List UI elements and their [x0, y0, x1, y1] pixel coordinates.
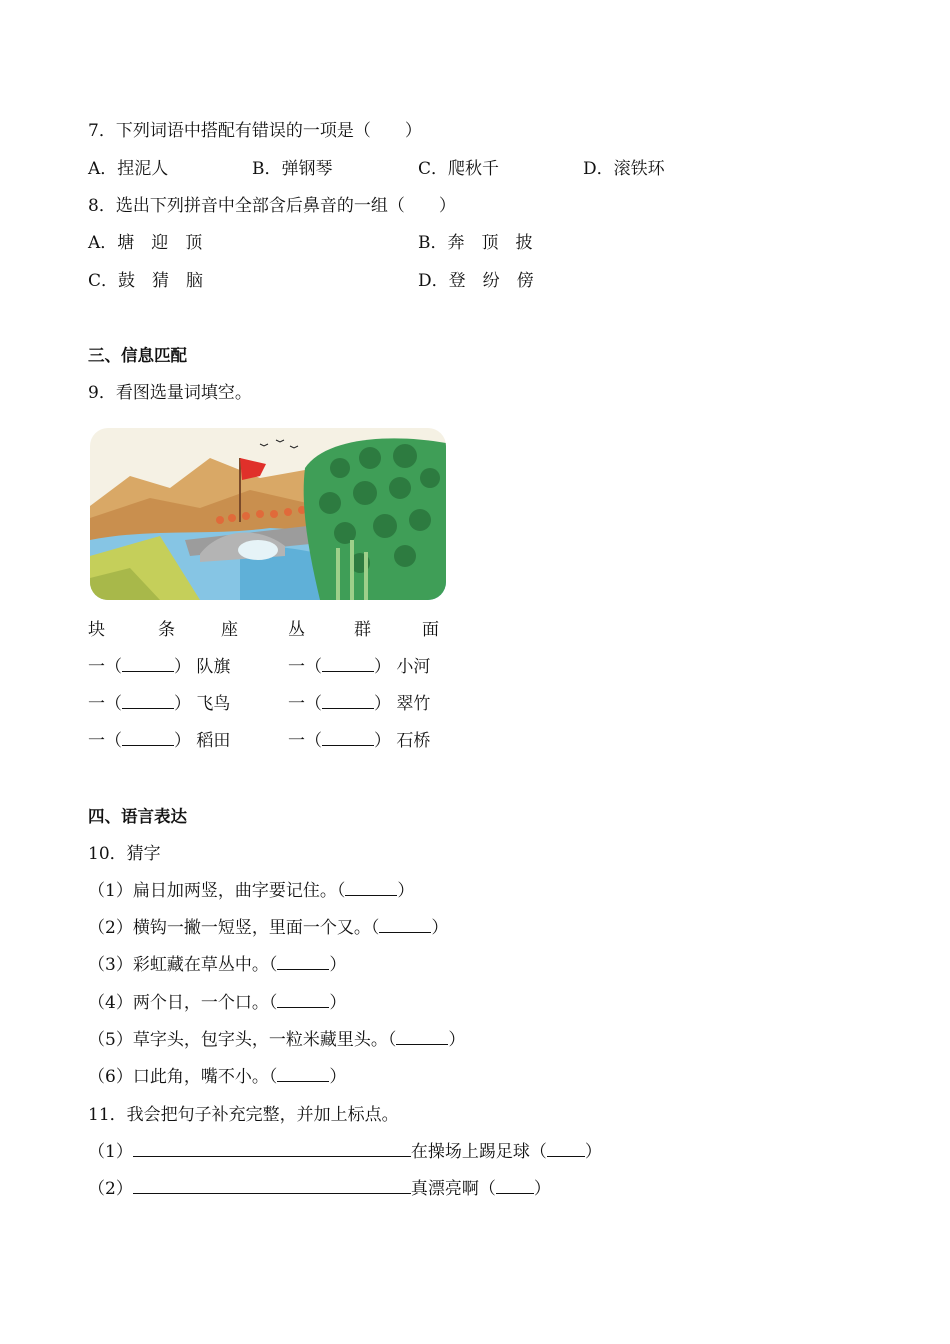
q7-option-d: D．滚铁环: [583, 159, 665, 179]
answer-blank[interactable]: [122, 655, 174, 672]
q8-option-c: C．鼓 猜 脑: [88, 271, 204, 291]
q11-item: （2） 真漂亮啊（ ）: [88, 1179, 551, 1199]
answer-blank[interactable]: [122, 729, 174, 746]
scene-svg: [90, 428, 446, 600]
q8-option-a: A．塘 迎 顶: [88, 233, 203, 253]
q9-word: 丛: [288, 620, 305, 640]
q10-item: （1）扁日加两竖，曲字要记住。（ ）: [88, 881, 415, 901]
q9-item: 一（ ） 飞鸟: [88, 694, 231, 714]
answer-blank[interactable]: [345, 879, 397, 896]
sentence-blank[interactable]: [133, 1140, 411, 1157]
q9-word: 座: [221, 620, 238, 640]
punctuation-blank[interactable]: [496, 1177, 534, 1194]
q9-item: 一（ ） 稻田: [88, 731, 231, 751]
q11-item: （1） 在操场上踢足球（ ）: [88, 1142, 602, 1162]
answer-blank[interactable]: [277, 953, 329, 970]
section3-heading: 三、信息匹配: [88, 346, 187, 365]
q9-item: 一（ ） 翠竹: [288, 694, 431, 714]
q7-option-a: A．捏泥人: [88, 159, 169, 179]
q8-option-b: B．奔 顶 披: [418, 233, 533, 253]
q9-item: 一（ ） 石桥: [288, 731, 431, 751]
q10-item: （4）两个日，一个口。（ ）: [88, 993, 347, 1013]
q10-item: （2）横钩一撇一短竖，里面一个又。（ ）: [88, 918, 449, 938]
q9-item: 一（ ） 队旗: [88, 657, 231, 677]
scene-illustration: [90, 428, 446, 600]
punctuation-blank[interactable]: [547, 1140, 585, 1157]
q7-stem: 7．下列词语中搭配有错误的一项是（ ）: [88, 121, 422, 141]
q9-word: 面: [422, 620, 439, 640]
answer-blank[interactable]: [277, 991, 329, 1008]
q9-word: 群: [354, 620, 371, 640]
section4-heading: 四、语言表达: [88, 807, 187, 826]
answer-blank[interactable]: [379, 916, 431, 933]
q9-item: 一（ ） 小河: [288, 657, 431, 677]
q9-stem: 9．看图选量词填空。: [88, 383, 252, 403]
q8-stem: 8．选出下列拼音中全部含后鼻音的一组（ ）: [88, 196, 456, 216]
answer-blank[interactable]: [122, 692, 174, 709]
sentence-blank[interactable]: [133, 1177, 411, 1194]
answer-blank[interactable]: [322, 655, 374, 672]
q10-item: （5）草字头，包字头，一粒米藏里头。（ ）: [88, 1030, 466, 1050]
q11-stem: 11．我会把句子补充完整，并加上标点。: [88, 1105, 399, 1125]
q7-option-c: C．爬秋千: [418, 159, 500, 179]
q9-word: 条: [158, 620, 175, 640]
q10-stem: 10．猜字: [88, 844, 161, 864]
q10-item: （6）口此角，嘴不小。（ ）: [88, 1067, 347, 1087]
q9-word-bank: [88, 617, 448, 643]
answer-blank[interactable]: [396, 1028, 448, 1045]
q7-option-b: B．弹钢琴: [252, 159, 333, 179]
q9-word: 块: [88, 620, 105, 640]
answer-blank[interactable]: [277, 1065, 329, 1082]
answer-blank[interactable]: [322, 692, 374, 709]
answer-blank[interactable]: [322, 729, 374, 746]
q8-option-d: D．登 纷 傍: [418, 271, 534, 291]
q10-item: （3）彩虹藏在草丛中。（ ）: [88, 955, 347, 975]
